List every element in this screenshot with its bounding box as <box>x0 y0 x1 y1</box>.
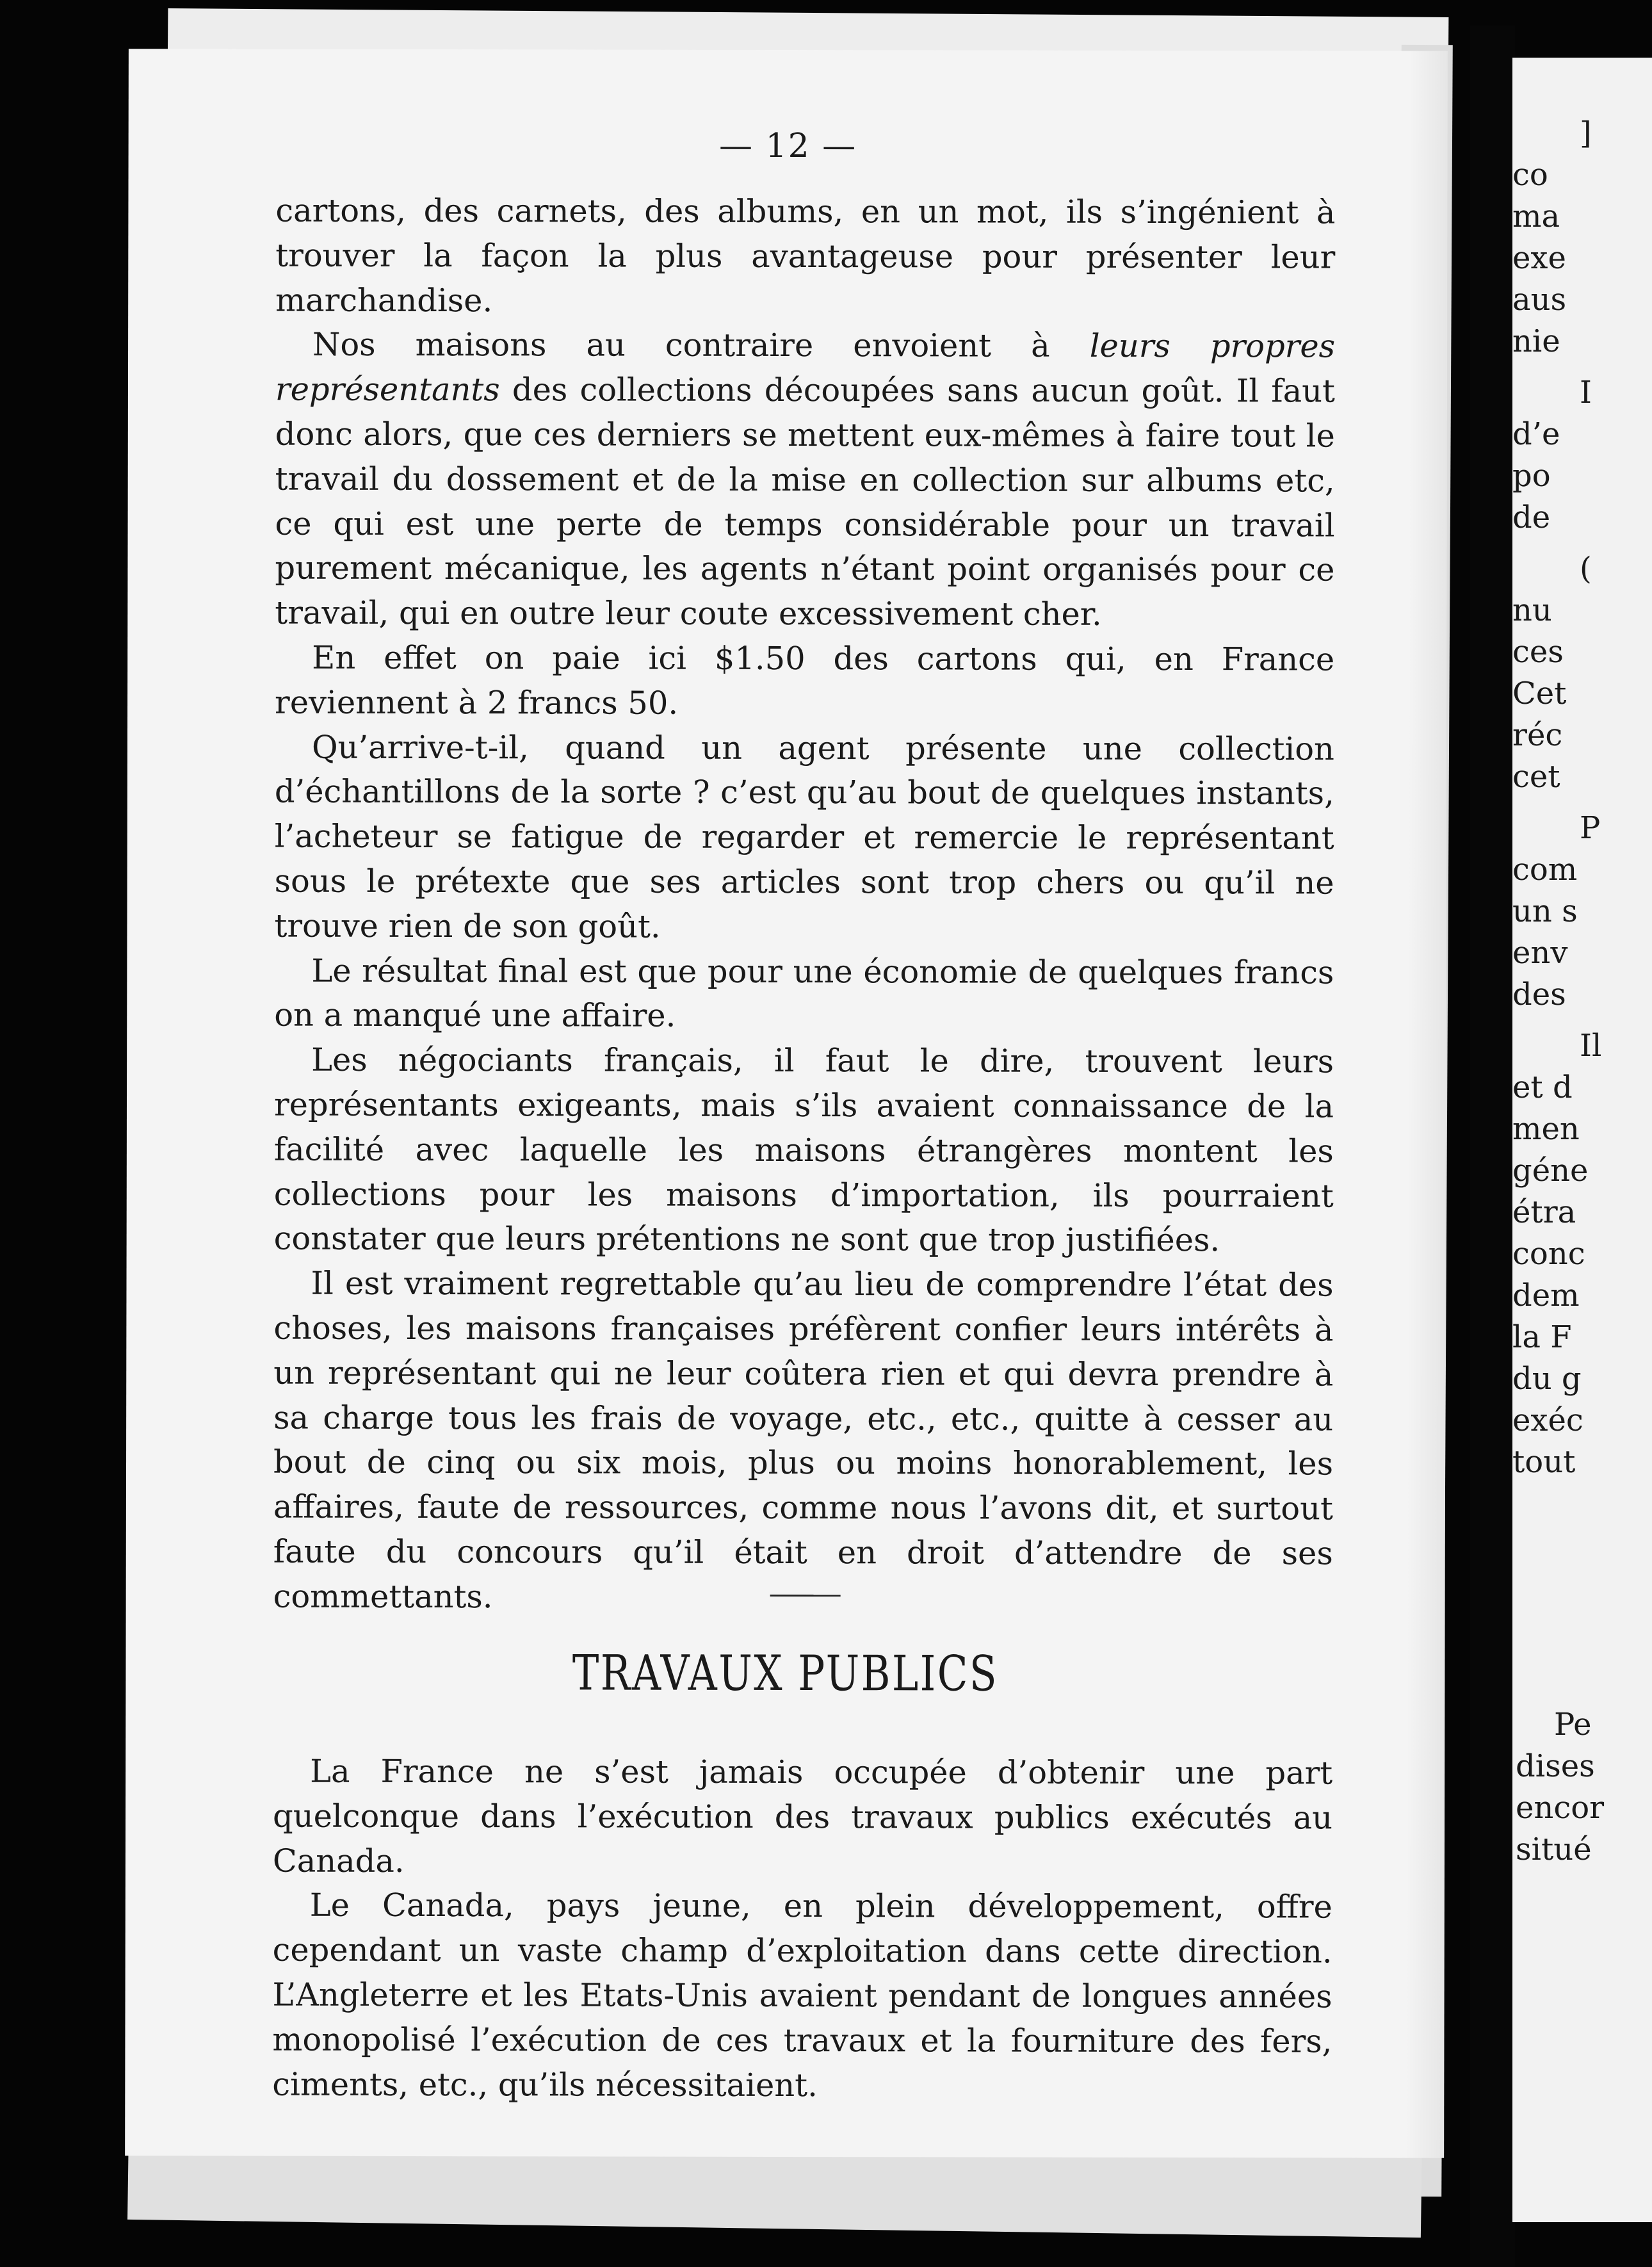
facing-page-line: géne <box>1512 1153 1589 1189</box>
facing-page-line: ces <box>1512 634 1564 670</box>
paragraph <box>275 323 1335 637</box>
paragraph-text: Nos maisons au contraire envoient à <box>312 326 1090 365</box>
facing-page-line: et d <box>1512 1069 1573 1105</box>
paragraph: Les négociants français, il faut le dire, trouvent leurs représentants exigeants, mais s’ils avaient connaissance de la facilité avec laquelle les maisons étrangères montent les collections pour les maisons d’importation, ils pourraient constater que leurs prétentions ne sont que trop justifiées. <box>273 1041 1334 1259</box>
facing-page-line: étra <box>1512 1194 1576 1230</box>
facing-page-line: I <box>1580 375 1592 410</box>
facing-page-line: cet <box>1512 759 1560 795</box>
facing-page-line: un s <box>1512 893 1578 929</box>
paragraph: En effet on paie ici $1.50 des cartons qui, en France reviennent à 2 francs 50. <box>275 638 1335 722</box>
facing-page-line: des <box>1512 977 1566 1012</box>
facing-page-line: tout <box>1512 1444 1576 1480</box>
facing-page-line: la F <box>1512 1319 1572 1355</box>
facing-page-line: dises <box>1516 1748 1595 1784</box>
section-title: TRAVAUX PUBLICS <box>572 1644 999 1702</box>
facing-page-line: de <box>1512 500 1551 535</box>
facing-page <box>1512 58 1652 2222</box>
facing-page-line: encor <box>1516 1790 1605 1826</box>
facing-page-line: nu <box>1512 592 1552 628</box>
paragraph: La France ne s’est jamais occupée d’obtenir une part quelconque dans l’exécution des travaux publics exécutés au Canada. <box>272 1752 1333 1880</box>
paragraph: Le résultat final est que pour une économie de quelques francs on a manqué une affaire. <box>274 952 1334 1035</box>
facing-page-line: co <box>1512 157 1548 193</box>
facing-page-line: env <box>1512 935 1568 971</box>
paragraph: Qu’arrive-t-il, quand un agent présente une collection d’échantillons de la sorte ? c’est qu’au bout de quelques instants, l’acheteur se fatigue de regarder et remercie le représentant sous le prétexte que ses articles sont trop chers ou qu’il ne trouve rien de son goût. <box>274 728 1335 945</box>
continuation-paragraph: cartons, des carnets, des albums, en un mot, ils s’ingénient à trouver la façon la plus avantageuse pour présenter leur marchandise. <box>275 191 1336 319</box>
facing-page-line: d’e <box>1512 416 1560 452</box>
facing-page-line: com <box>1512 852 1578 888</box>
section-body-text <box>272 1750 1332 2109</box>
facing-page-line: situé <box>1516 1832 1592 1867</box>
facing-page-line: exe <box>1512 240 1566 276</box>
left-page <box>125 49 1448 2158</box>
paragraph: Il est vraiment regrettable qu’au lieu de comprendre l’état des choses, les maisons françaises préfèrent confier leurs intérêts à un représentant qui ne leur coûtera rien et qui devra prendre à sa charge tous les frais de voyage, etc., etc., quitte à cesser au bout de cinq ou six mois, plus ou moins honorablement, les affaires, faute de ressources, comme nous l’avons dit, et surtout faute du concours qu’il était en droit d’attendre de ses commettants. <box>273 1264 1334 1615</box>
body-text <box>273 189 1336 1621</box>
facing-page-line: Pe <box>1554 1707 1592 1743</box>
facing-page-line: conc <box>1512 1236 1585 1272</box>
facing-page-line: ( <box>1580 551 1592 587</box>
section-divider <box>770 1595 841 1597</box>
emphasized-text: leurs propres représentants <box>275 327 1336 409</box>
facing-page-line: exéc <box>1512 1402 1583 1438</box>
facing-page-line: po <box>1512 458 1551 494</box>
facing-page-line: du g <box>1512 1361 1582 1397</box>
facing-page-line: aus <box>1512 282 1567 318</box>
facing-page-line: Il <box>1580 1028 1602 1064</box>
paragraph: Le Canada, pays jeune, en plein développement, offre cependant un vaste champ d’exploitation dans cette direction. L’Angleterre et les Etats-Unis avaient pendant de longues années monopolisé l’exécution de ces travaux et la fourniture des fers, ciments, etc., qu’ils nécessitaient. <box>272 1887 1332 2104</box>
facing-page-line: dem <box>1512 1278 1580 1313</box>
facing-page-line: ] <box>1580 115 1592 151</box>
page-number: — 12 — <box>718 126 857 166</box>
facing-page-line: ma <box>1512 199 1560 234</box>
facing-page-line: réc <box>1512 717 1563 753</box>
facing-page-line: nie <box>1512 323 1560 359</box>
book-binding <box>1470 26 1515 2267</box>
paragraph-text: des collections découpées sans aucun goût. Il faut donc alors, que ces derniers se mettent eux-mêmes à faire tout le travail du dossement et de la mise en collection sur albums etc, ce qui est une perte de temps considérable pour un travail purement mécanique, les agents n’étant point organisés pour ce travail, qui en outre leur coute excessivement cher. <box>275 371 1335 633</box>
facing-page-line: Cet <box>1512 676 1567 711</box>
facing-page-line: P <box>1580 810 1601 846</box>
facing-page-line: men <box>1512 1111 1580 1147</box>
